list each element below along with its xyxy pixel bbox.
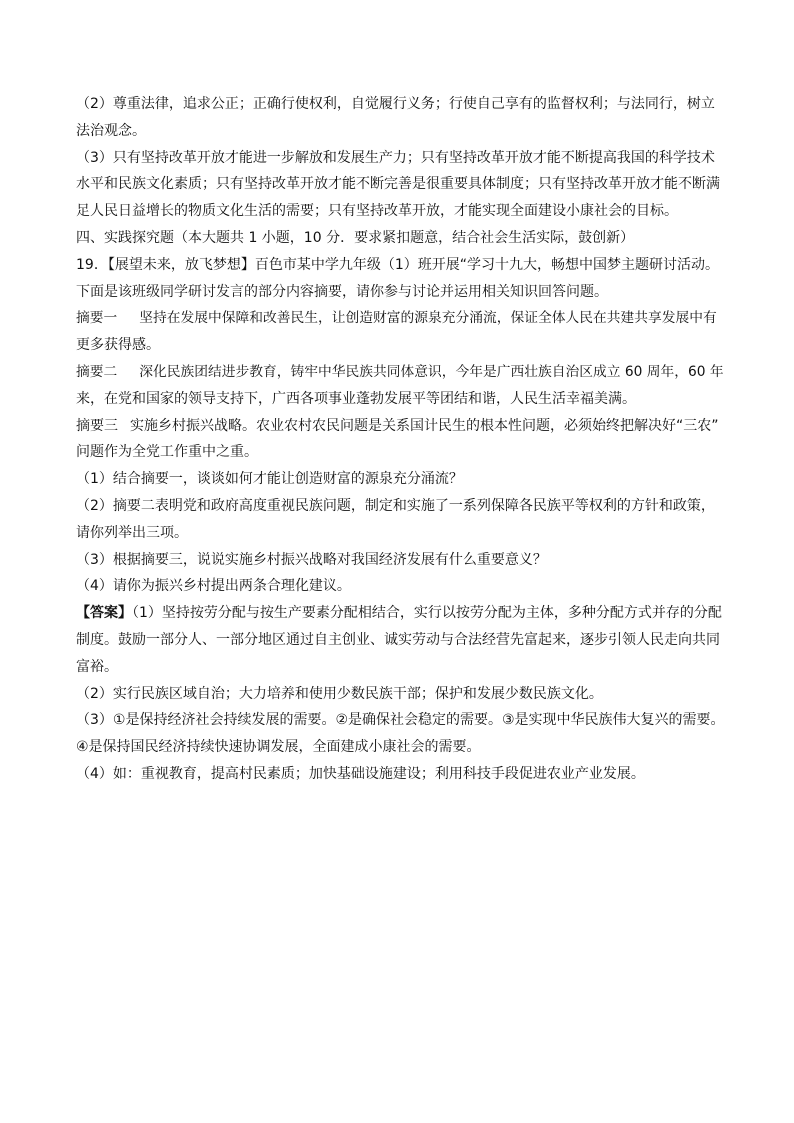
text-line: 法治观念。	[76, 122, 146, 139]
abstract-3	[76, 413, 726, 440]
text-line: 制度。鼓励一部分人、一部分地区通过自主创业、诚实劳动与合法经营先富起来，逐步引领人民走向共同	[76, 631, 720, 648]
answer-1	[76, 600, 726, 627]
answer-3: （3）①是保持经济社会持续发展的需要。②是确保社会稳定的需要。③是实现中华民族伟大复兴的需要。	[76, 712, 725, 729]
abstract-1	[76, 305, 726, 332]
section-heading: 四、实践探究题（本大题共 1 小题，10 分．要求紧扣题意，结合社会生活实际，鼓创新）	[76, 229, 635, 246]
answer-label: 【答案】	[76, 605, 132, 622]
text-line: （2）尊重法律，追求公正；正确行使权利，自觉履行义务；行使自己享有的监督权利；与法同行，树立	[76, 96, 715, 112]
sub-question-1: （1）结合摘要一，谈谈如何才能让创造财富的源泉充分涌流？	[76, 471, 463, 488]
sub-question-3: （3）根据摘要三，说说实施乡村振兴战略对我国经济发展有什么重要意义？	[76, 551, 547, 568]
text-line: 来，在党和国家的领导支持下，广西各项事业蓬勃发展平等团结和谐，人民生活幸福美满。	[76, 390, 636, 407]
sub-question-4: （4）请你为振兴乡村提出两条合理化建议。	[76, 578, 351, 595]
abstract-text: 坚持在发展中保障和改善民生，让创造财富的源泉充分涌流，保证全体人民在共建共享发展中有	[139, 310, 717, 327]
answer-text: （1）坚持按劳分配与按生产要素分配相结合，实行以按劳分配为主体，多种分配方式并存的分配	[132, 605, 722, 622]
text-line: 足人民日益增长的物质文化生活的需要；只有坚持改革开放，才能实现全面建设小康社会的目标。	[76, 203, 678, 220]
text-line: 问题作为全党工作重中之重。	[76, 444, 258, 461]
sub-question-2: （2）摘要二表明党和政府高度重视民族问题，制定和实施了一系列保障各民族平等权利的方针和政策，	[76, 497, 715, 514]
text-line: 水平和民族文化素质；只有坚持改革开放才能不断完善是很重要具体制度；只有坚持改革开放才能不断满	[76, 176, 720, 193]
abstract-text: 深化民族团结进步教育，铸牢中华民族共同体意识，今年是广西壮族自治区成立 60 周年，60 年	[139, 363, 724, 380]
document-body	[76, 91, 726, 788]
text-line: 请你列举出三项。	[76, 524, 188, 541]
question-19-title: 19．【展望未来，放飞梦想】百色市某中学九年级（1）班开展“学习十九大，畅想中国梦主题研讨活动。	[76, 256, 719, 273]
answer-2: （2）实行民族区域自治；大力培养和使用少数民族干部；保护和发展少数民族文化。	[76, 685, 603, 702]
answer-4: （4）如：重视教育，提高村民素质；加快基础设施建设；利用科技手段促进农业产业发展。	[76, 765, 645, 782]
abstract-text: 实施乡村振兴战略。农业农村农民问题是关系国计民生的根本性问题，必须始终把解决好“三农”	[130, 417, 719, 434]
abstract-2	[76, 359, 726, 386]
abstract-label: 摘要二	[76, 363, 118, 380]
text-line: 下面是该班级同学研讨发言的部分内容摘要，请你参与讨论并运用相关知识回答问题。	[76, 283, 608, 300]
text-line: 更多获得感。	[76, 337, 160, 354]
abstract-label: 摘要三	[76, 417, 118, 434]
text-line: 富裕。	[76, 658, 118, 675]
text-line: （3）只有坚持改革开放才能进一步解放和发展生产力；只有坚持改革开放才能不断提高我国的科学技术	[76, 149, 715, 166]
text-line: ④是保持国民经济持续快速协调发展，全面建成小康社会的需要。	[76, 739, 481, 756]
abstract-label: 摘要一	[76, 310, 118, 327]
